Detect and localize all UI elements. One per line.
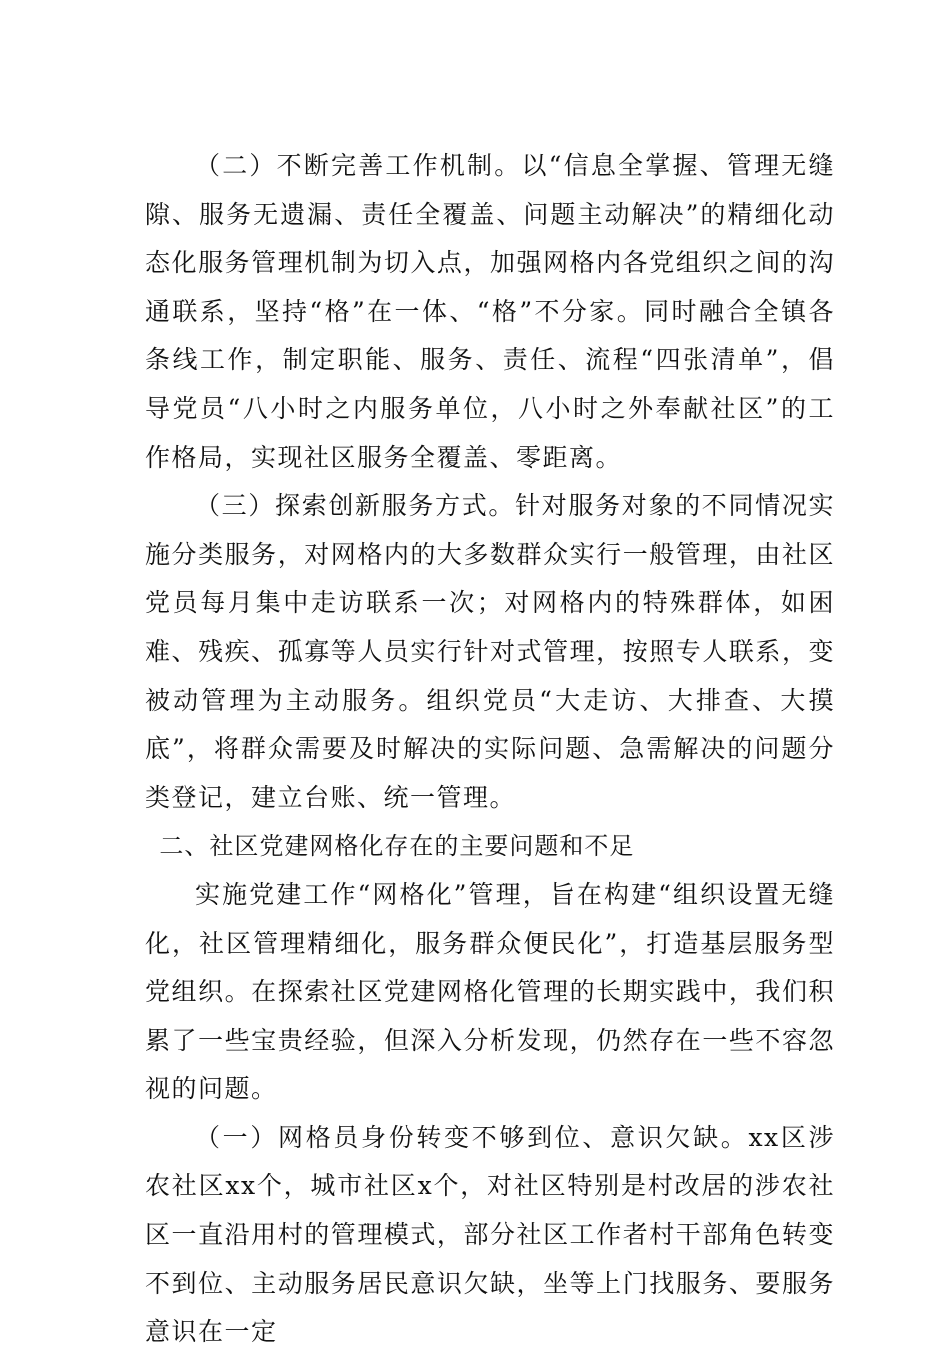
paragraph-problems-intro: 实施党建工作“网格化”管理，旨在构建“组织设置无缝化，社区管理精细化，服务群众便民化”，打造基层服务型党组织。在探索社区党建网格化管理的长期实践中，我们积累了一些宝贵经验，但深入分析发现，仍然存在一些不容忽视的问题。 bbox=[145, 879, 835, 1104]
paragraph-service-method: （三）探索创新服务方式。针对服务对象的不同情况实施分类服务，对网格内的大多数群众实行一般管理，由社区党员每月集中走访联系一次；对网格内的特殊群体，如困难、残疾、孤寡等人员实行针对式管理，按照专人联系，变被动管理为主动服务。组织党员“大走访、大排查、大摸底”，将群众需要及时解决的实际问题、急需解决的问题分类登记，建立台账、统一管理。 bbox=[145, 491, 835, 812]
section-heading-problems: 二、社区党建网格化存在的主要问题和不足 bbox=[159, 832, 635, 861]
document-body bbox=[145, 142, 835, 1357]
paragraph-gridworker-identity: （一）网格员身份转变不够到位、意识欠缺。xx区涉农社区xx个，城市社区x个，对社区特别是村改居的涉农社区一直沿用村的管理模式，部分社区工作者村干部角色转变不到位、主动服务居民意识欠缺，坐等上门找服务、要服务意识在一定 bbox=[145, 1122, 835, 1347]
paragraph-work-mechanism: （二）不断完善工作机制。以“信息全掌握、管理无缝隙、服务无遗漏、责任全覆盖、问题主动解决”的精细化动态化服务管理机制为切入点，加强网格内各党组织之间的沟通联系，坚持“格”在一体、“格”不分家。同时融合全镇各条线工作，制定职能、服务、责任、流程“四张清单”，倡导党员“八小时之内服务单位，八小时之外奉献社区”的工作格局，实现社区服务全覆盖、零距离。 bbox=[145, 151, 835, 472]
